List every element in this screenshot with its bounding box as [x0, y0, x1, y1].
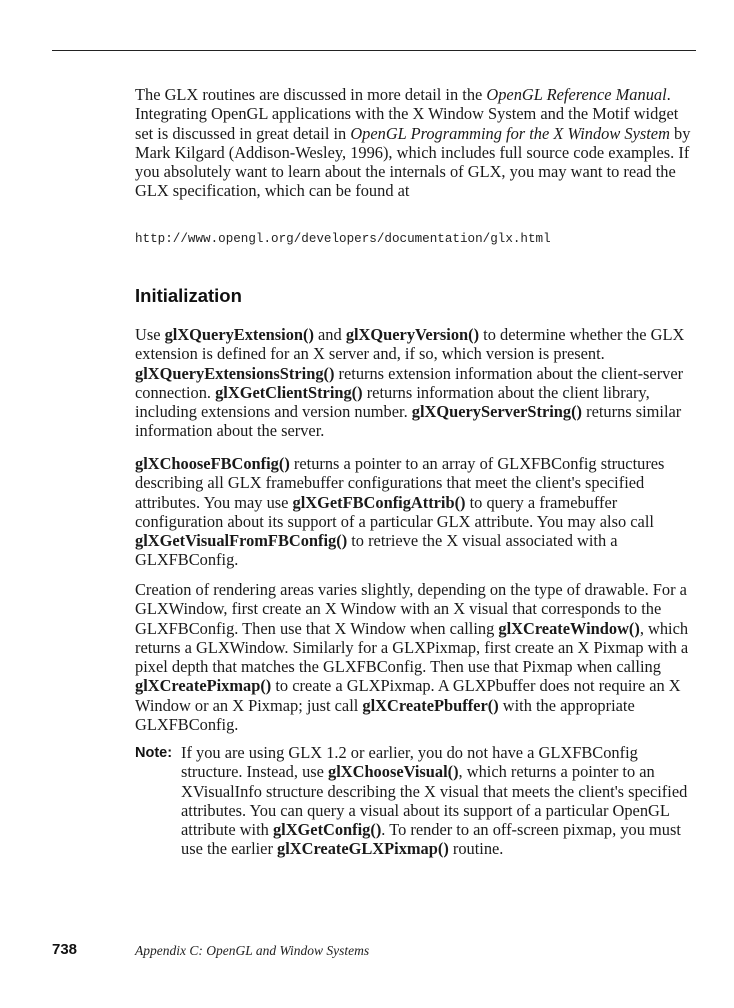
paragraph-text: to create a GLXPixmap. A GLXPbuffer does not require an X Window or an X Pixmap; just call [135, 676, 681, 715]
intro-text: by Mark Kilgard (Addison-Wesley, 1996), which includes full source code examples. If you absolutely want to learn about the internals of GLX, you may want to read the GLX specification, which can be found at [135, 123, 691, 201]
function-name: glXGetFBConfigAttrib() [292, 492, 466, 512]
note-body [181, 743, 696, 859]
note-text: , which returns a pointer to an XVisualInfo structure describing the X visual that meets the client's specified attributes. You can query a visual about its support of a particular OpenGL attribute with [181, 762, 688, 840]
function-name: glXChooseVisual() [328, 762, 459, 782]
paragraph-text: returns a pointer to an array of GLXFBConfig structures describing all GLX framebuffer configurations that meet the client's specified attributes. You may use [135, 454, 665, 512]
function-name: glXQueryVersion() [345, 325, 480, 344]
note-label: Note: [135, 745, 173, 761]
intro-paragraph [135, 85, 700, 201]
note-text: If you are using GLX 1.2 or earlier, you do not have a GLXFBConfig structure. Instead, use [181, 743, 638, 782]
paragraph-text: returns information about the client library, including extensions and version number. [135, 382, 650, 422]
page-number: 738 [52, 941, 78, 958]
paragraph-fbconfig [135, 454, 700, 570]
intro-text: . Integrating OpenGL applications with the X Window System and the Motif widget set is discussed in great detail in [135, 85, 679, 143]
function-name: glXGetClientString() [215, 382, 363, 402]
paragraph-text: Creation of rendering areas varies slightly, depending on the type of drawable. For a GLXWindow, first create an X Window with an X visual that corresponds to the GLXFBConfig. Then use that X Window when calling [135, 580, 687, 638]
paragraph-text: to retrieve the X visual associated with a GLXFBConfig. [135, 531, 618, 570]
reference-book-title: OpenGL Programming for the X Window System [350, 123, 670, 143]
paragraph-text: to query a framebuffer configuration about its support of a particular GLX attribute. You may also call [135, 492, 654, 531]
paragraph-text: returns similar information about the server. [135, 402, 682, 441]
glx-spec-url: http://www.opengl.org/developers/documentation/glx.html [135, 232, 551, 246]
paragraph-text: Use [135, 325, 165, 344]
function-name: glXChooseFBConfig() [135, 454, 290, 473]
function-name: glXCreateWindow() [498, 618, 640, 638]
note-text: . To render to an off-screen pixmap, you must use the earlier [181, 820, 681, 859]
paragraph-query-functions [135, 325, 700, 441]
function-name: glXCreatePbuffer() [362, 695, 499, 715]
paragraph-rendering-areas [135, 580, 700, 734]
intro-text: The GLX routines are discussed in more detail in the [135, 85, 487, 104]
function-name: glXQueryServerString() [411, 402, 583, 422]
running-footer: Appendix C: OpenGL and Window Systems [135, 943, 370, 958]
function-name: glXCreateGLXPixmap() [277, 839, 449, 859]
section-heading: Initialization [135, 285, 242, 306]
note-text: routine. [448, 839, 504, 859]
function-name: glXQueryExtension() [164, 325, 314, 344]
paragraph-text: returns extension information about the client-server connection. [135, 363, 684, 402]
function-name: glXQueryExtensionsString() [135, 363, 335, 383]
reference-manual-title: OpenGL Reference Manual [486, 85, 667, 104]
header-rule [52, 50, 696, 51]
paragraph-text: to determine whether the GLX extension is defined for an X server and, if so, which version is present. [135, 325, 685, 364]
function-name: glXGetConfig() [272, 820, 382, 840]
paragraph-text: , which returns a GLXWindow. Similarly for a GLXPixmap, first create an X Pixmap with a pixel depth that matches the GLXFBConfig. Then use that Pixmap when calling [135, 618, 689, 677]
paragraph-text: with the appropriate GLXFBConfig. [135, 695, 635, 735]
function-name: glXCreatePixmap() [135, 676, 272, 696]
paragraph-text: and [313, 325, 346, 344]
function-name: glXGetVisualFromFBConfig() [135, 531, 348, 551]
